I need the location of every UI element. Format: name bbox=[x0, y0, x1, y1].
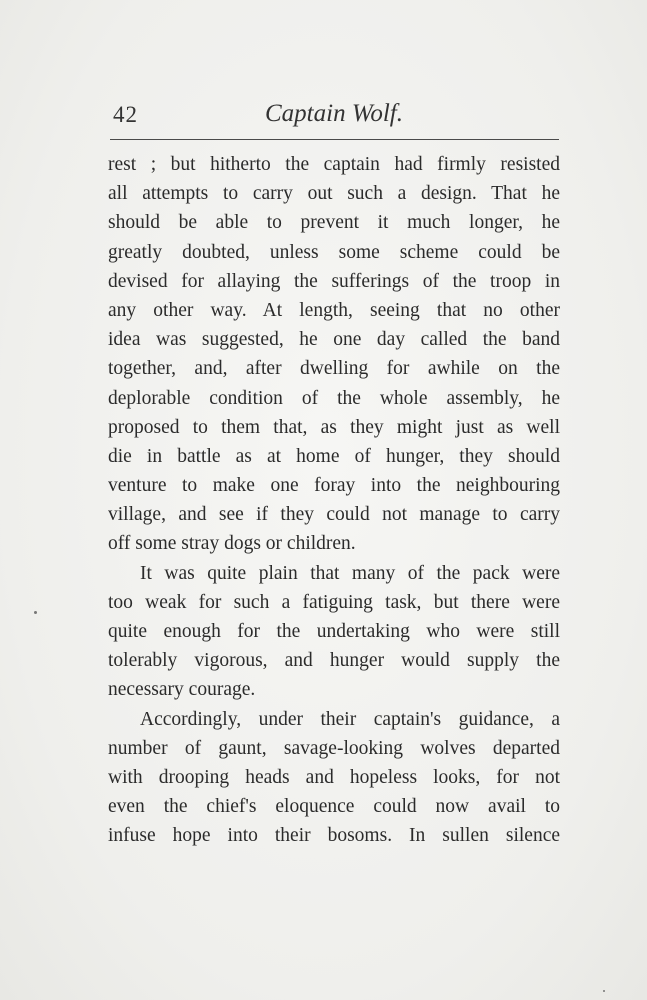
paragraph-3 bbox=[108, 705, 560, 851]
text-line: tolerably vigorous, and hunger would supply the bbox=[108, 650, 560, 672]
header-rule bbox=[110, 139, 559, 140]
text-line: die in battle as at home of hunger, they should bbox=[108, 445, 560, 467]
text-line: It was quite plain that many of the pack were bbox=[140, 562, 560, 584]
paper-speck bbox=[34, 611, 37, 614]
page-header bbox=[108, 98, 560, 138]
text-line: quite enough for the undertaking who were still bbox=[108, 621, 560, 642]
text-line: necessary courage. bbox=[108, 679, 256, 701]
text-line: should be able to prevent it much longer, he bbox=[108, 212, 560, 234]
text-line: too weak for such a fatiguing task, but there were bbox=[108, 591, 560, 613]
text-line: any other way. At length, seeing that no other bbox=[108, 299, 560, 321]
text-line: with drooping heads and hopeless looks, for not bbox=[108, 766, 560, 788]
text-line: proposed to them that, as they might just as well bbox=[108, 416, 560, 438]
text-line: number of gaunt, savage-looking wolves departed bbox=[108, 737, 560, 759]
page-number: 42 bbox=[113, 102, 138, 127]
text-line: all attempts to carry out such a design. That he bbox=[108, 183, 560, 205]
text-line: rest ; but hitherto the captain had firmly resisted bbox=[108, 154, 560, 175]
text-line: greatly doubted, unless some scheme could be bbox=[108, 241, 560, 263]
text-line: Accordingly, under their captain's guidance, a bbox=[140, 708, 560, 730]
paragraph-2 bbox=[108, 559, 560, 705]
text-line: village, and see if they could not manage to carry bbox=[108, 504, 560, 526]
text-line: even the chief's eloquence could now avail to bbox=[108, 796, 560, 818]
text-line: idea was suggested, he one day called the band bbox=[108, 329, 560, 351]
text-line: together, and, after dwelling for awhile on the bbox=[108, 358, 560, 380]
paragraph-1 bbox=[108, 150, 560, 559]
body-text bbox=[108, 150, 560, 851]
paper-speck bbox=[603, 990, 605, 992]
text-line: devised for allaying the sufferings of the troop in bbox=[108, 270, 560, 292]
text-line: off some stray dogs or children. bbox=[108, 533, 356, 555]
text-line: infuse hope into their bosoms. In sullen silence bbox=[108, 825, 560, 847]
text-line: deplorable condition of the whole assembly, he bbox=[108, 387, 560, 409]
text-line: venture to make one foray into the neighbouring bbox=[108, 475, 560, 497]
running-title: Captain Wolf. bbox=[265, 100, 403, 127]
